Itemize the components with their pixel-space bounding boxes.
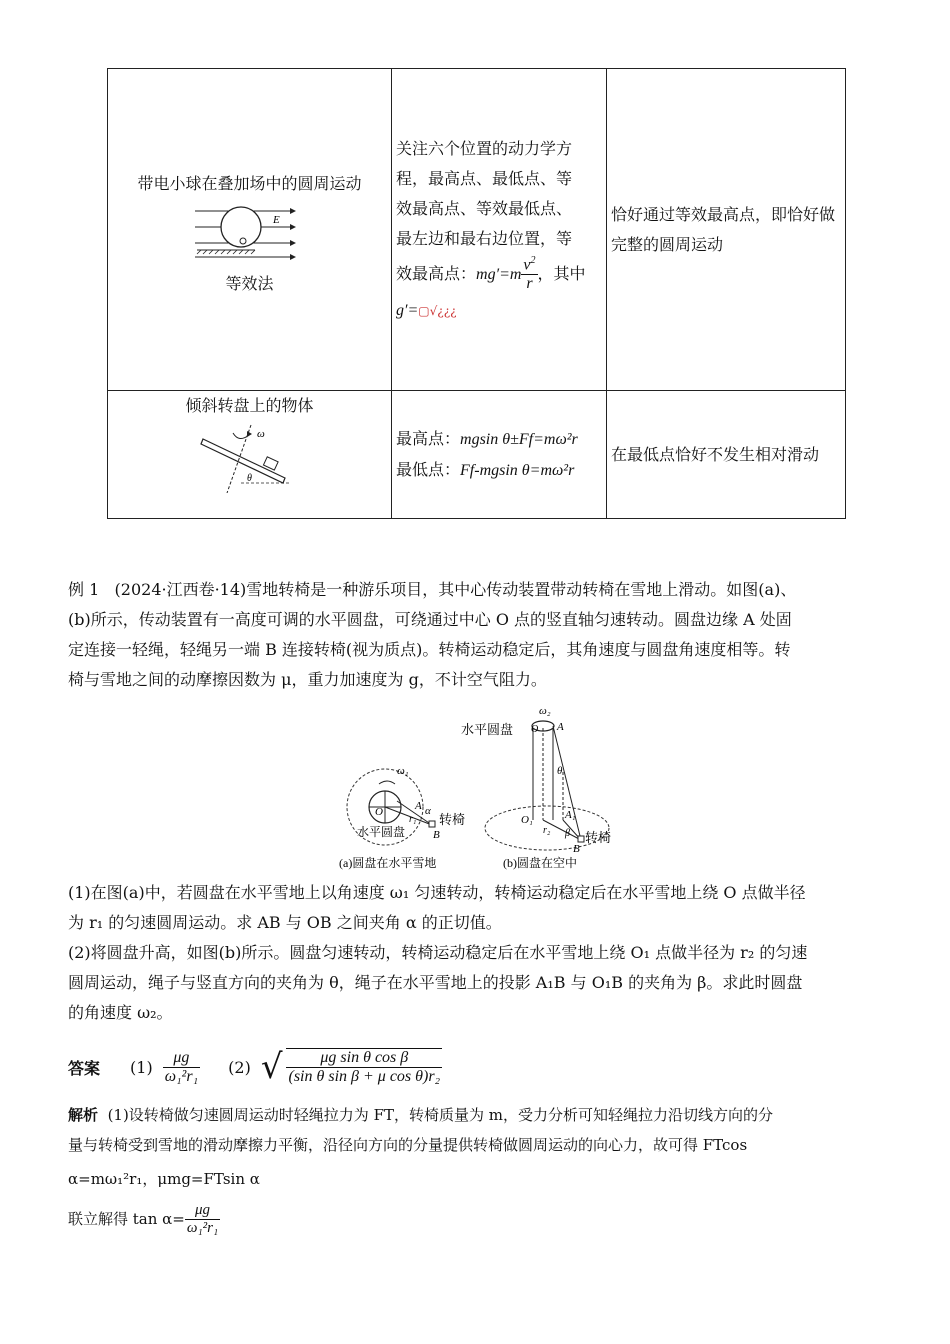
field-E-label: E [272, 213, 280, 226]
a1-num: μg [163, 1049, 200, 1068]
row1-condition-cell [607, 69, 846, 391]
B-label: B [433, 829, 440, 841]
example-label: 例 1 [68, 580, 100, 599]
alpha-label: α [425, 805, 431, 817]
O-label: O [375, 806, 383, 818]
b-caption: (b)圆盘在空中 [503, 856, 577, 870]
q2-line-1: (2)将圆盘升高，如图(b)所示。圆盘匀速转动，转椅运动稳定后在水平雪地上绕 O₁ 点做半径为 r₂ 的匀速 [68, 943, 808, 962]
row2-top [396, 424, 602, 455]
example-line-3: 定连接一轻绳，轻绳另一端 B 连接转椅(视为质点)。转椅运动稳定后，其角速度与圆盘角速度相等。转 [68, 640, 791, 659]
solution-line-1 [68, 1100, 883, 1130]
a1-den: ω₁²r₁ [164, 1067, 199, 1085]
summary-table [107, 68, 846, 519]
answer [68, 1042, 442, 1092]
example-line-4: 椅与雪地之间的动摩擦因数为 μ，重力加速度为 g，不计空气阻力。 [68, 670, 547, 689]
row1-text-line-1: 关注六个位置的动力学方 [396, 138, 573, 158]
A1-label: A₁ [565, 809, 576, 821]
row2-bottom [396, 455, 602, 486]
O1-label: O₁ [521, 814, 533, 826]
row1-condition: 恰好通过等效最高点，即恰好做完整的圆周运动 [611, 204, 836, 254]
b-chair-label: 转椅 [585, 830, 612, 845]
charged-ball-field-figure [195, 205, 305, 265]
row2-scenario-cell [108, 391, 392, 519]
inclined-turntable-figure [195, 423, 305, 493]
figure-b [461, 705, 611, 870]
theta-label: θ [246, 473, 252, 484]
bottom-label: 最低点： [396, 459, 461, 479]
example-line-2: (b)所示，传动装置有一高度可调的水平圆盘，可绕通过中心 O 点的竖直轴匀速转动。圆盘边缘 A 处固 [68, 610, 792, 629]
row2-title: 倾斜转盘上的物体 [185, 396, 314, 415]
solution-line4-prefix: 联立解得 tan α= [68, 1210, 185, 1228]
answer-part1-label: (1) [130, 1057, 153, 1077]
row1-equation [396, 254, 602, 295]
eq-den: r [526, 275, 533, 293]
omega2-label: ω₂ [539, 705, 551, 717]
top-label: 最高点： [396, 428, 461, 448]
figure-a [339, 765, 465, 870]
b-B-label: B [573, 843, 580, 855]
b-A-label: A [557, 721, 564, 733]
eq-num: v [523, 256, 531, 274]
answer-part2-label: (2) [228, 1057, 251, 1077]
row1-analysis-cell [392, 69, 607, 391]
r1-label: r₁ [409, 814, 417, 825]
row2-condition: 在最低点恰好不发生相对滑动 [611, 444, 820, 464]
a-chair-label: 转椅 [439, 812, 466, 827]
solution-fraction [185, 1202, 220, 1236]
a-disk-label: 水平圆盘 [357, 825, 406, 839]
b-disk-label: 水平圆盘 [461, 722, 514, 737]
A-label: A [415, 800, 422, 812]
row1-title: 带电小球在叠加场中的圆周运动 [137, 173, 362, 193]
answer-1-fraction [163, 1049, 200, 1085]
eq-prefix: 效最高点： [396, 263, 477, 283]
row1-scenario-cell [108, 69, 392, 391]
row1-text-line-3: 效最高点、等效最低点、 [396, 198, 573, 218]
a2-den: (sin θ sin β + μ cos θ)r₂ [288, 1068, 441, 1085]
example-line-1 [68, 575, 883, 605]
row1-text-line-2: 程，最高点、最低点、等 [396, 168, 573, 188]
bottom-eq: Ff-mgsin θ=mω²r [460, 461, 575, 479]
eq-lhs: mg′=m [476, 265, 522, 283]
omega1-label: ω₁ [397, 765, 409, 777]
solution-line1-text: (1)设转椅做匀速圆周运动时轻绳拉力为 FT，转椅质量为 m，受力分析可知轻绳拉力沿切线方向的分 [107, 1106, 773, 1124]
row1-text-line-4: 最左边和最右边位置，等 [396, 228, 573, 248]
sqrt-icon: √ [260, 1047, 283, 1087]
q1-line-2: 为 r₁ 的匀速圆周运动。求 AB 与 OB 之间夹角 α 的正切值。 [68, 913, 502, 932]
questions [68, 878, 883, 1028]
r2-label: r₂ [543, 825, 551, 836]
solution-line-2: 量与转椅受到雪地的滑动摩擦力平衡，沿径向方向的分量提供转椅做圆周运动的向心力，故可得 FTcos [68, 1136, 748, 1154]
row2-condition-cell [607, 391, 846, 519]
row2-analysis-cell [392, 391, 607, 519]
q1-line-1: (1)在图(a)中，若圆盘在水平雪地上以角速度 ω₁ 匀速转动，转椅运动稳定后在水平雪地上绕 O 点做半径 [68, 883, 806, 902]
eq-num-sup: 2 [530, 255, 536, 267]
example-text [68, 575, 883, 695]
b-O-label: O [531, 724, 539, 735]
example-line1-text: 雪地转椅是一种游乐项目，其中心传动装置带动转椅在雪地上滑动。如图(a)、 [246, 580, 797, 599]
sol-den: ω₁²r₁ [186, 1219, 219, 1236]
a-caption: (a)圆盘在水平雪地 [339, 856, 437, 870]
table-row [108, 69, 846, 391]
solution-line-3: α=mω₁²r₁，μmg=FTsin α [68, 1170, 260, 1188]
theta-fig-label: θ [557, 765, 563, 777]
solution-line-4 [68, 1202, 883, 1236]
example-source: (2024·江西卷·14) [114, 580, 247, 599]
q2-line-2: 圆周运动，绳子与竖直方向的夹角为 θ，绳子在水平雪地上的投影 A₁B 与 O₁B 的夹角为 β。求此时圆盘 [68, 973, 803, 992]
sol-num: μg [185, 1202, 220, 1220]
snow-chair-figure [335, 702, 625, 874]
solution [68, 1100, 883, 1236]
a2-num: μg sin θ cos β [286, 1049, 442, 1068]
row1-g-prime [396, 295, 602, 326]
q2-line-3: 的角速度 ω₂。 [68, 1003, 173, 1022]
answer-2-fraction [286, 1048, 442, 1085]
answer-label: 答案 [68, 1058, 101, 1078]
eq-fraction [521, 255, 537, 293]
top-eq: mgsin θ±Ff=mω²r [460, 430, 578, 448]
beta-label: β [565, 828, 570, 839]
row1-method: 等效法 [225, 273, 274, 293]
g-prime-label: g′= [396, 301, 419, 319]
table-row [108, 391, 846, 519]
solution-label: 解析 [68, 1106, 99, 1124]
omega-label: ω [256, 428, 265, 440]
eq-suffix: ，其中 [537, 263, 586, 283]
g-prime-garbled: ▢√¿¿¿ [418, 303, 457, 318]
